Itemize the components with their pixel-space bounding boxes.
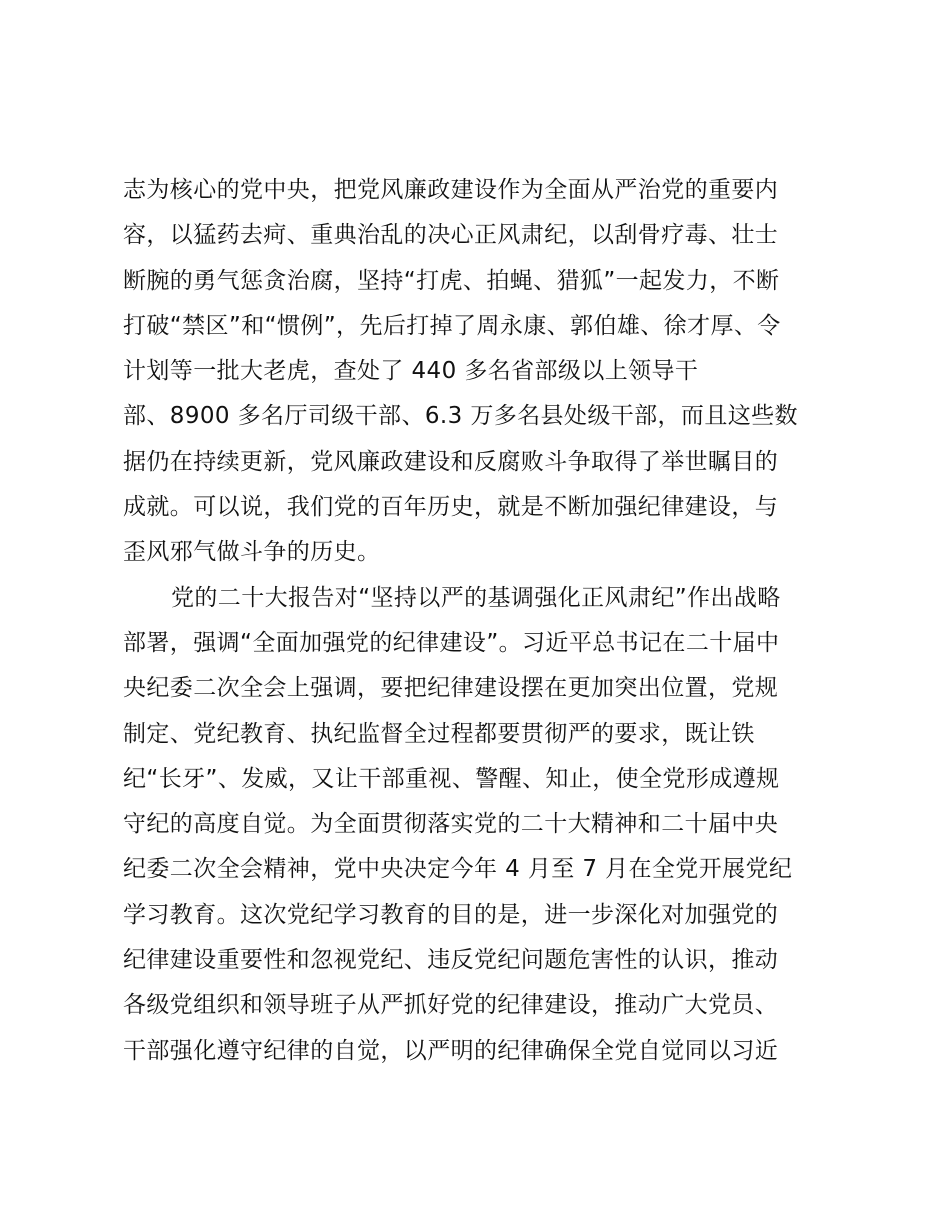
text-line: 制定、党纪教育、执纪监督全过程都要贯彻严的要求，既让铁 [123, 720, 755, 747]
text-line: 据仍在持续更新，党风廉政建设和反腐败斗争取得了举世瞩目的 [123, 448, 779, 475]
text-line: 守纪的高度自觉。为全面贯彻落实党的二十大精神和二十届中央 [123, 811, 779, 838]
text-line: 纪委二次全会精神，党中央决定今年 4 月至 7 月在全党开展党纪 [123, 856, 793, 883]
text-line: 计划等一批大老虎，查处了 440 多名省部级以上领导干 [123, 358, 699, 385]
text-line: 各级党组织和领导班子从严抓好党的纪律建设，推动广大党员、 [123, 992, 779, 1019]
text-line: 纪“长牙”、发威，又让干部重视、警醒、知止，使全党形成遵规 [123, 765, 780, 792]
text-line: 部署，强调“全面加强党的纪律建设”。习近平总书记在二十届中 [123, 629, 780, 656]
text-line: 学习教育。这次党纪学习教育的目的是，进一步深化对加强党的 [123, 901, 779, 928]
text-line: 容，以猛药去疴、重典治乱的决心正风肃纪，以刮骨疗毒、壮士 [123, 222, 779, 249]
text-line: 志为核心的党中央，把党风廉政建设作为全面从严治党的重要内 [123, 177, 779, 203]
text-line: 成就。可以说，我们党的百年历史，就是不断加强纪律建设，与 [123, 494, 779, 521]
text-line: 纪律建设重要性和忽视党纪、违反党纪问题危害性的认识，推动 [123, 947, 779, 974]
paragraph-first-line: 党的二十大报告对“坚持以严的基调强化正风肃纪”作出战略 [171, 584, 781, 611]
text-line: 部、8900 多名厅司级干部、6.3 万多名县处级干部，而且这些数 [123, 403, 798, 430]
document-body [123, 168, 843, 1074]
text-line: 打破“禁区”和“惯例”，先后打掉了周永康、郭伯雄、徐才厚、令 [123, 312, 781, 339]
text-line: 歪风邪气做斗争的历史。 [123, 539, 381, 566]
text-line: 断腕的勇气惩贪治腐，坚持“打虎、拍蝇、猎狐”一起发力，不断 [123, 267, 780, 294]
text-line: 干部强化遵守纪律的自觉，以严明的纪律确保全党自觉同以习近 [123, 1037, 779, 1064]
text-line: 央纪委二次全会上强调，要把纪律建设摆在更加突出位置，党规 [123, 675, 779, 702]
